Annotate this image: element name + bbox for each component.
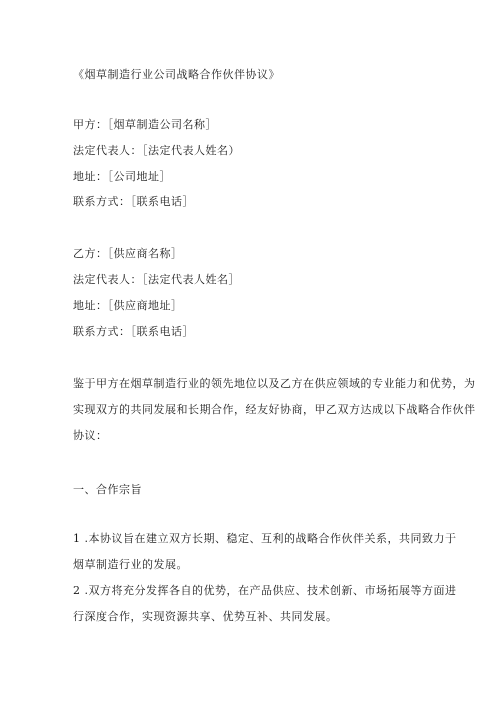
preamble-paragraph bbox=[73, 371, 476, 449]
party-a-name: 甲方：［烟草制造公司名称］ bbox=[73, 118, 217, 131]
party-b-name: 乙方：［供应商名称］ bbox=[73, 247, 183, 260]
item-line: 1 .本协议旨在建立双方长期、稳定、互利的战略合作伙伴关系，共同致力于 bbox=[73, 532, 457, 545]
section-1-item-1 bbox=[73, 526, 457, 578]
party-a-representative: 法定代表人：［法定代表人姓名） bbox=[73, 144, 240, 157]
preamble-line: 鉴于甲方在烟草制造行业的领先地位以及乙方在供应领域的专业能力和优势，为 bbox=[73, 377, 476, 390]
section-1-item-2 bbox=[73, 578, 457, 630]
party-a-address: 地址：［公司地址］ bbox=[73, 170, 171, 183]
party-b-address: 地址：［供应商地址］ bbox=[73, 299, 183, 312]
item-line: 烟草制造行业的发展。 bbox=[73, 558, 188, 571]
item-line: 行深度合作，实现资源共享、优势互补、共同发展。 bbox=[73, 610, 338, 623]
section-1-heading: 一、合作宗旨 bbox=[73, 483, 142, 496]
party-b-representative: 法定代表人：［法定代表人姓名］ bbox=[73, 273, 240, 286]
document-title: 《烟草制造行业公司战略合作伙伴协议》 bbox=[73, 68, 280, 81]
party-b-contact: 联系方式：［联系电话］ bbox=[73, 325, 194, 338]
preamble-line: 协议： bbox=[73, 429, 108, 442]
party-a-contact: 联系方式：［联系电话］ bbox=[73, 195, 194, 208]
preamble-line: 实现双方的共同发展和长期合作，经友好协商，甲乙双方达成以下战略合作伙伴 bbox=[73, 403, 476, 416]
item-line: 2 .双方将充分发挥各自的优势，在产品供应、技术创新、市场拓展等方面进 bbox=[73, 584, 457, 597]
